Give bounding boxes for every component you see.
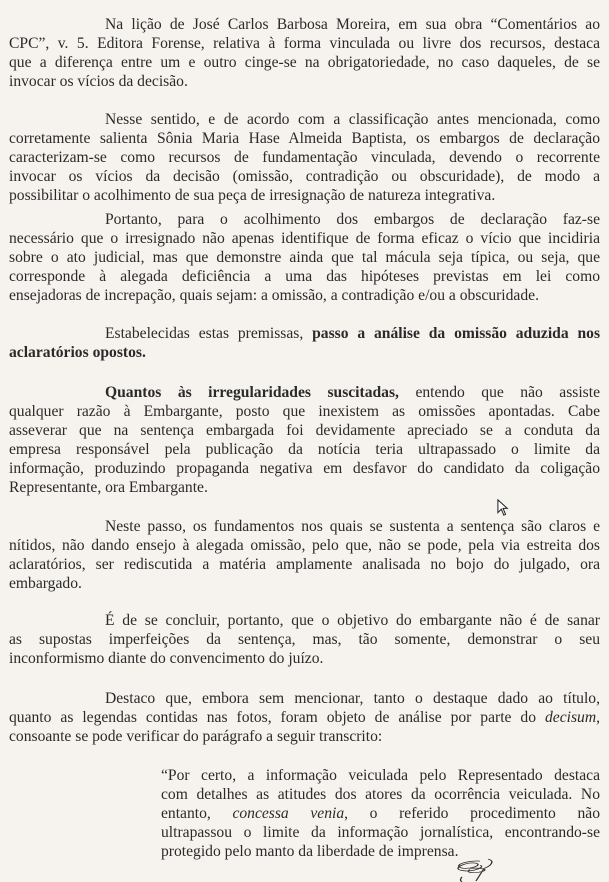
paragraph bbox=[9, 689, 600, 746]
block-quote bbox=[161, 766, 600, 861]
text-segment: invocar os vícios da decisão (omissão, contradição ou obscuridade), de modo a bbox=[9, 168, 600, 185]
text-segment: as supostas imperfeições da sentença, mas, tão somente, demonstrar o seu bbox=[9, 631, 600, 648]
paragraph bbox=[9, 324, 600, 362]
text-line bbox=[161, 785, 600, 804]
text-segment: inconformismo diante do convencimento do juízo. bbox=[9, 650, 324, 667]
paragraph bbox=[9, 110, 600, 205]
bold-text: aclaratórios opostos. bbox=[9, 344, 146, 361]
text-line bbox=[9, 421, 600, 440]
text-segment: Representante, ora Embargante. bbox=[9, 479, 208, 496]
text-line bbox=[9, 459, 600, 478]
text-line bbox=[9, 286, 600, 305]
text-line bbox=[161, 766, 600, 785]
text-line bbox=[9, 517, 600, 536]
bold-text: passo a análise da omissão aduzida nos bbox=[312, 325, 601, 342]
text-segment: Estabelecidas estas premissas, bbox=[105, 325, 313, 342]
text-line bbox=[9, 536, 600, 555]
paragraph bbox=[9, 517, 600, 593]
text-segment: consoante se pode verificar do parágrafo a seguir transcrito: bbox=[9, 728, 383, 745]
text-line bbox=[161, 842, 600, 861]
text-line bbox=[9, 478, 600, 497]
text-line bbox=[9, 440, 600, 459]
text-line bbox=[9, 210, 600, 229]
text-segment: ultrapassou o limite da informação jornalística, encontrando-se bbox=[161, 824, 600, 841]
text-segment: corresponde à alegada deficiência a uma das hipóteses previstas em lei como bbox=[9, 268, 600, 285]
text-segment: asseverar que na sentença embargada foi devidamente apreciado se a conduta da bbox=[9, 422, 600, 439]
text-segment: qualquer razão à Embargante, posto que inexistem as omissões apontadas. Cabe bbox=[9, 403, 600, 420]
text-segment: , o referido procedimento não bbox=[344, 805, 600, 822]
text-segment: quanto as legendas contidas nas fotos, foram objeto de análise por parte do bbox=[9, 709, 545, 726]
text-segment: caracterizam-se como recursos de fundamentação vinculada, devendo o recorrente bbox=[9, 149, 600, 166]
text-line bbox=[9, 402, 600, 421]
handwritten-signature-icon bbox=[440, 858, 520, 882]
text-line bbox=[9, 630, 600, 649]
text-line bbox=[9, 110, 600, 129]
text-segment: Nesse sentido, e de acordo com a classificação antes mencionada, como bbox=[105, 111, 600, 128]
text-line bbox=[9, 727, 600, 746]
text-segment: nítidos, não dando ensejo à alegada omissão, pelo que, não se pode, pela via estreita dos bbox=[9, 537, 600, 554]
text-segment: informação, produzindo propaganda negativa em desfavor do candidato da coligação bbox=[9, 460, 600, 477]
text-line bbox=[9, 649, 600, 668]
text-segment: invocar os vícios da decisão. bbox=[9, 73, 188, 90]
text-line bbox=[9, 34, 600, 53]
italic-text: decisum bbox=[544, 709, 597, 726]
text-line bbox=[9, 53, 600, 72]
bold-text: Quantos às irregularidades suscitadas, bbox=[105, 384, 399, 401]
paragraph bbox=[9, 15, 600, 91]
italic-text: concessa venia bbox=[232, 805, 345, 822]
text-line bbox=[9, 15, 600, 34]
text-line bbox=[9, 383, 600, 402]
text-line bbox=[9, 324, 600, 343]
text-segment: corretamente salienta Sônia Maria Hase Almeida Baptista, os embargos de declaração bbox=[9, 130, 600, 147]
text-segment: possibilitar o acolhimento de sua peça de irresignação de natureza integrativa. bbox=[9, 187, 496, 204]
text-segment: necessário que o irresignado não apenas identifique de forma eficaz o vício que incidiria bbox=[9, 230, 600, 247]
text-line bbox=[9, 72, 600, 91]
text-line bbox=[9, 129, 600, 148]
text-line bbox=[161, 804, 600, 823]
text-line bbox=[9, 229, 600, 248]
text-segment: É de se concluir, portanto, que o objetivo do embargante não é de sanar bbox=[105, 612, 600, 629]
text-line bbox=[9, 343, 600, 362]
text-line bbox=[161, 823, 600, 842]
text-segment: entendo que não assiste bbox=[398, 384, 601, 401]
mouse-cursor-icon bbox=[497, 499, 509, 516]
text-line bbox=[9, 167, 600, 186]
text-segment: protegido pelo manto da liberdade de imprensa. bbox=[161, 843, 459, 860]
text-line bbox=[9, 248, 600, 267]
text-segment: que a diferença entre um e outro cinge-se na obrigatoriedade, no caso daqueles, de se bbox=[9, 54, 600, 71]
text-line bbox=[9, 611, 600, 630]
paragraph bbox=[9, 210, 600, 305]
paragraph bbox=[9, 611, 600, 668]
text-segment: Na lição de José Carlos Barbosa Moreira, em sua obra “Comentários ao bbox=[105, 16, 600, 33]
text-segment: CPC”, v. 5. Editora Forense, relativa à forma vinculada ou livre dos recursos, destaca bbox=[9, 35, 600, 52]
text-line bbox=[9, 574, 600, 593]
text-segment: Portanto, para o acolhimento dos embargos de declaração faz-se bbox=[105, 211, 600, 228]
paragraph bbox=[9, 383, 600, 497]
text-line bbox=[9, 186, 600, 205]
text-segment: embargado. bbox=[9, 575, 82, 592]
text-segment: aclaratórios, ser rediscutida a matéria amplamente analisada no bojo do julgado, ora bbox=[9, 556, 600, 573]
text-segment: ensejadoras de increpação, quais sejam: a omissão, a contradição e/ou a obscuridade. bbox=[9, 287, 539, 304]
text-segment: , bbox=[596, 709, 600, 726]
text-segment: sobre o ato judicial, mas que demonstre ainda que tal mácula seja típica, ou seja, que bbox=[9, 249, 600, 266]
text-segment: com detalhes as atitudes dos atores da ocorrência veiculada. No bbox=[161, 786, 600, 803]
text-segment: “Por certo, a informação veiculada pelo Representado destaca bbox=[161, 767, 600, 784]
text-line bbox=[9, 267, 600, 286]
text-line bbox=[9, 148, 600, 167]
text-segment: Neste passo, os fundamentos nos quais se sustenta a sentença são claros e bbox=[105, 518, 600, 535]
text-segment: empresa responsável pela publicação da notícia teria ultrapassado o limite da bbox=[9, 441, 600, 458]
text-segment: Destaco que, embora sem mencionar, tanto o destaque dado ao título, bbox=[105, 690, 600, 707]
text-segment: entanto, bbox=[161, 805, 233, 822]
text-line bbox=[9, 689, 600, 708]
text-line bbox=[9, 708, 600, 727]
text-line bbox=[9, 555, 600, 574]
